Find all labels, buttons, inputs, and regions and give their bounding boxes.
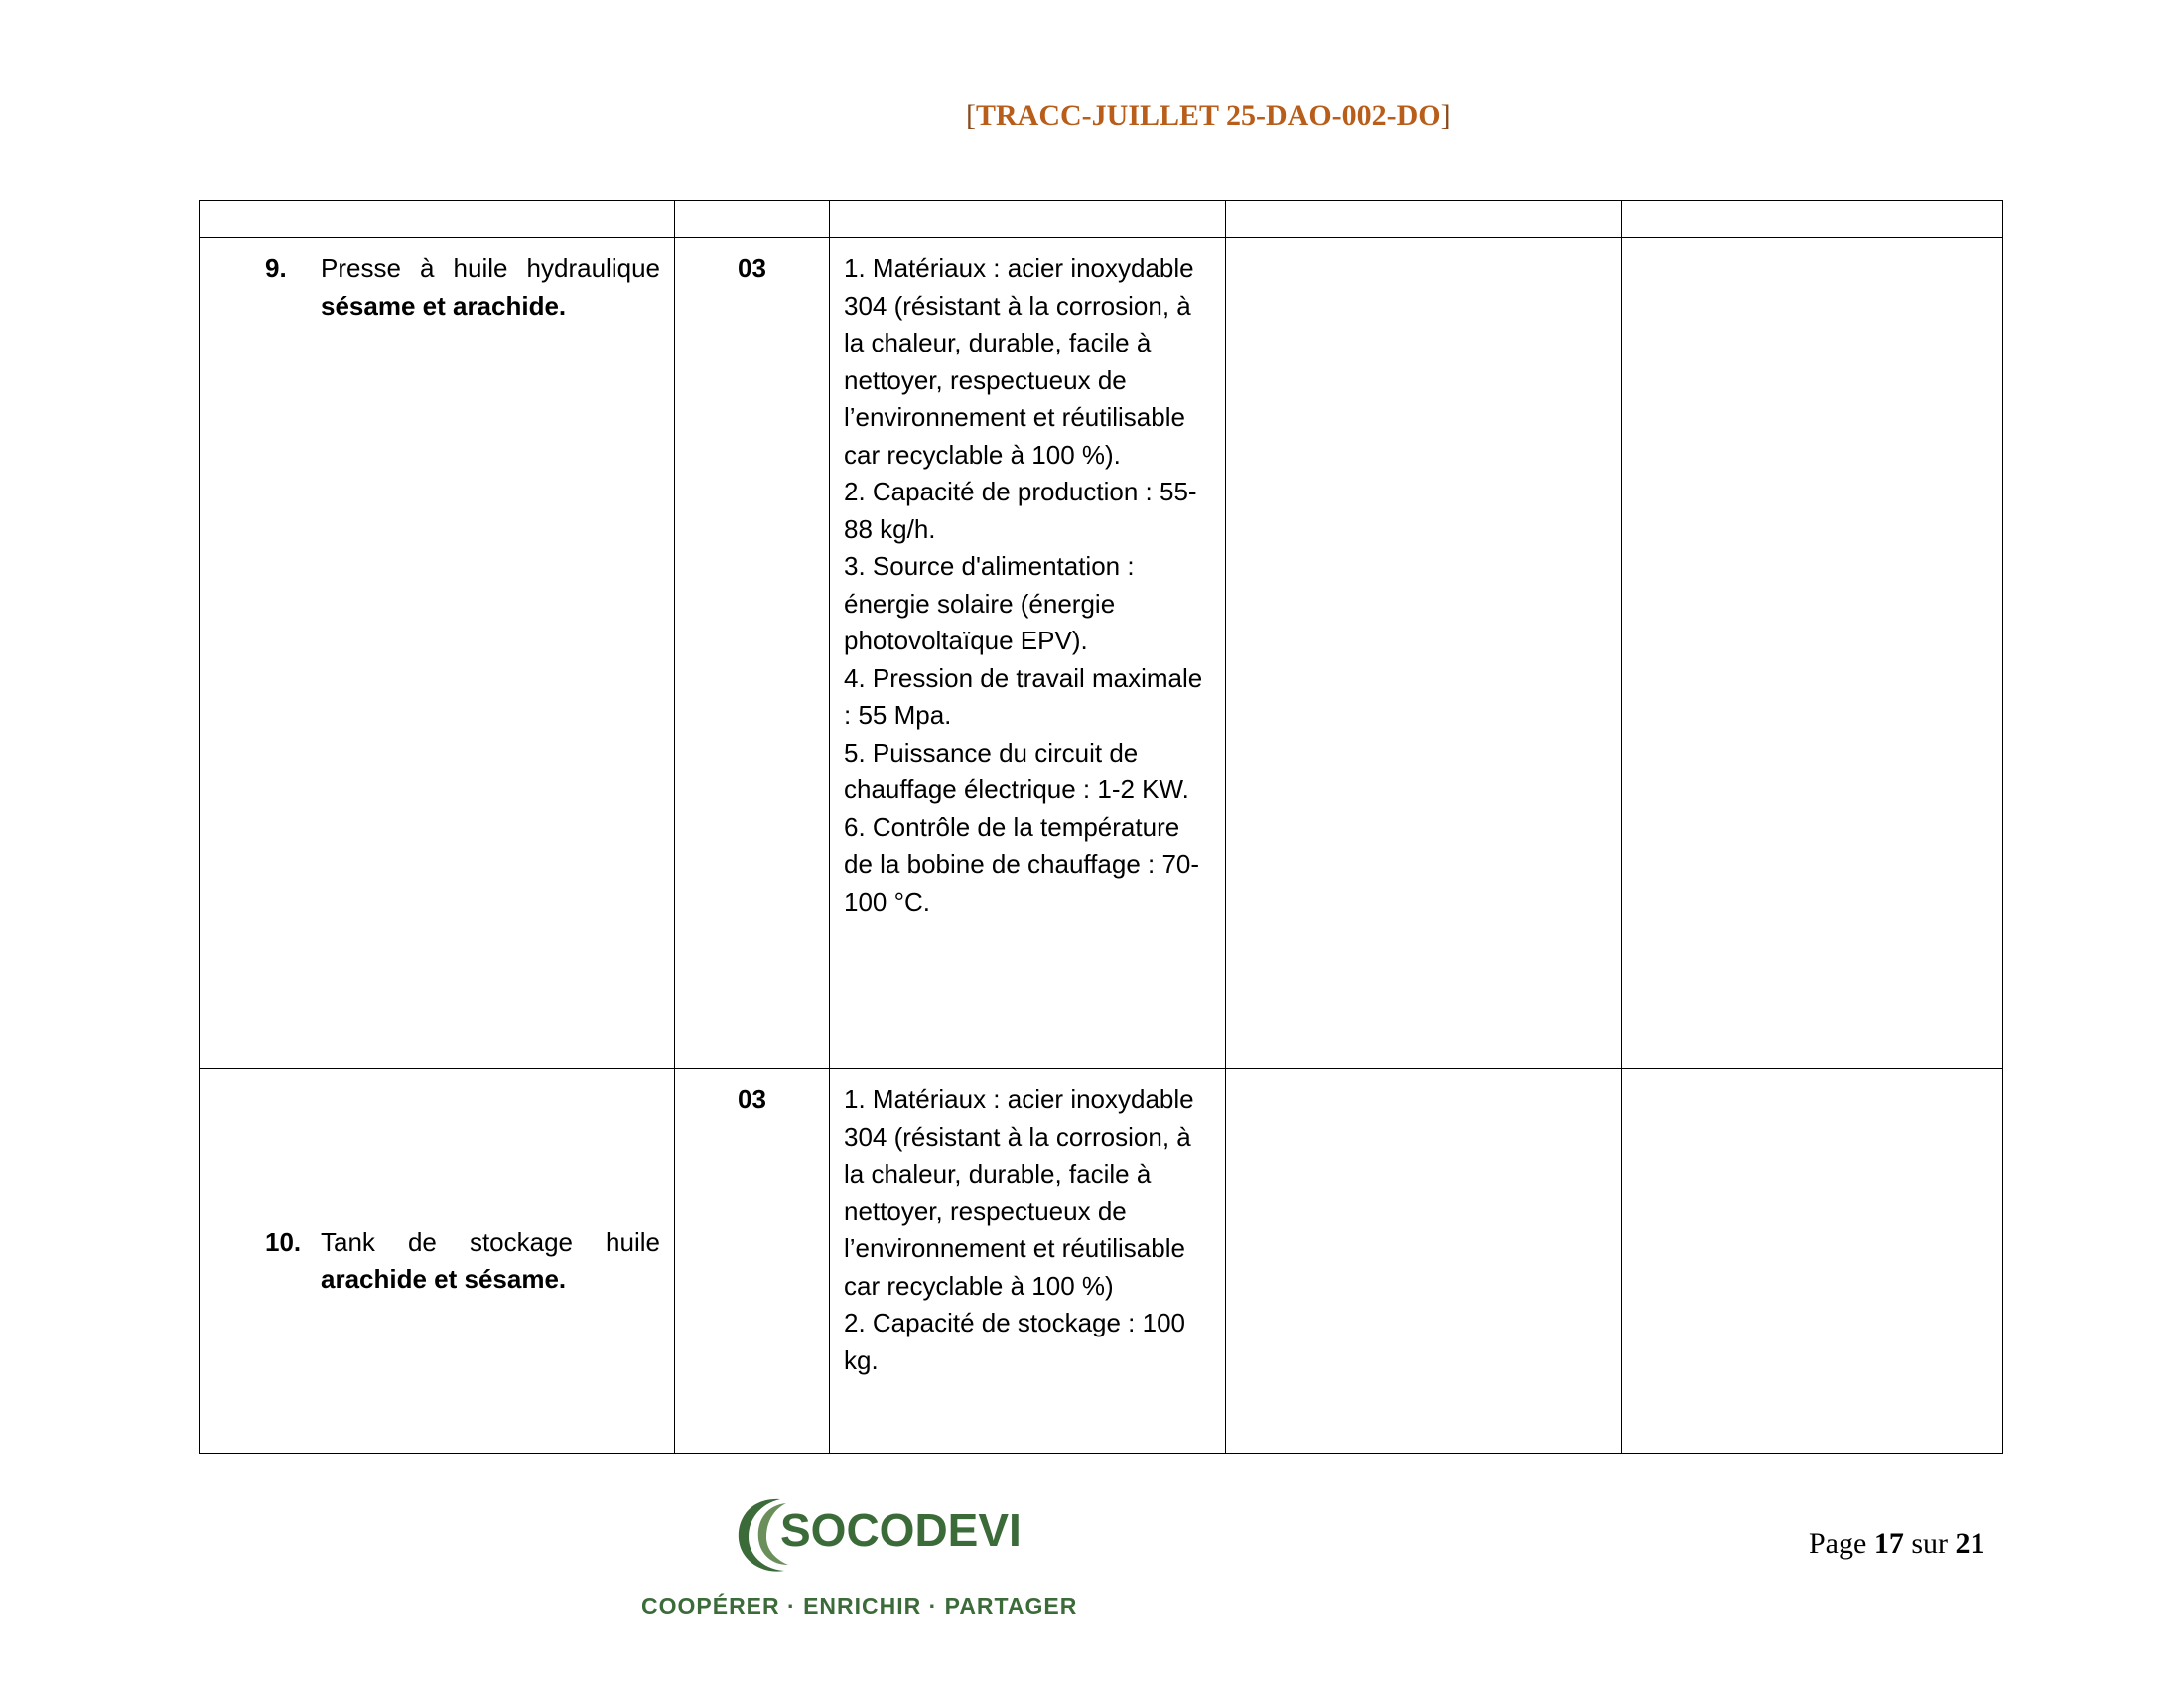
specifications-list — [830, 238, 1225, 920]
item-number: 10. — [265, 1226, 302, 1257]
table-cell — [1226, 201, 1622, 238]
table-cell — [675, 201, 830, 238]
current-page: 17 — [1873, 1527, 1904, 1560]
empty-cell — [1622, 1069, 2003, 1454]
item-designation-cell — [200, 238, 675, 1069]
header-close-bracket: ] — [1440, 99, 1451, 132]
socodevi-logo — [641, 1489, 1078, 1628]
specifications-table — [199, 200, 2003, 1454]
page-number: Page 17 sur 21 — [1809, 1527, 1985, 1560]
empty-cell — [1622, 238, 2003, 1069]
specification-line: 2. Capacité de stockage : 100 kg. — [844, 1308, 1186, 1375]
item-description: Tank de stockage huile — [321, 1226, 660, 1257]
table-row — [200, 1069, 2003, 1454]
table-cell — [830, 201, 1226, 238]
item-specifications-cell — [830, 238, 1226, 1069]
item-description: Presse à huile hydraulique — [321, 253, 660, 283]
table-header-row — [200, 201, 2003, 238]
table-cell — [1622, 201, 2003, 238]
specification-line: 1. Matériaux : acier inoxydable 304 (résistant à la corrosion, à la chaleur, durable, facile à nettoyer, respectueux de l’environnement et réutilisable car recyclable à 100 %). — [844, 253, 1194, 470]
document-reference-header — [966, 99, 1451, 133]
logo-tagline: COOPÉRER · ENRICHIR · PARTAGER — [641, 1593, 1078, 1618]
table-cell — [200, 201, 675, 238]
item-number: 9. — [265, 253, 287, 283]
specification-line: 3. Source d'alimentation : énergie solaire (énergie photovoltaïque EPV). — [844, 551, 1135, 655]
specification-line: 2. Capacité de production : 55-88 kg/h. — [844, 477, 1197, 544]
total-pages: 21 — [1955, 1527, 1985, 1560]
item-designation-cell — [200, 1069, 675, 1454]
specifications-list — [830, 1069, 1225, 1379]
logo-wordmark: SOCODEVI — [780, 1504, 1022, 1556]
empty-cell — [1226, 238, 1622, 1069]
specification-line: 4. Pression de travail maximale : 55 Mpa. — [844, 662, 1203, 730]
empty-cell — [1226, 1069, 1622, 1454]
header-open-bracket: [ — [966, 99, 976, 132]
specification-line: 1. Matériaux : acier inoxydable 304 (résistant à la corrosion, à la chaleur, durable, facile à nettoyer, respectueux de l’environnement et réutilisable car recyclable à 100 %) — [844, 1084, 1194, 1301]
item-quantity: 03 — [675, 238, 830, 1069]
item-description-bold: sésame et arachide. — [321, 290, 567, 321]
specification-line: 6. Contrôle de la température de la bobine de chauffage : 70-100 °C. — [844, 811, 1200, 916]
item-specifications-cell — [830, 1069, 1226, 1454]
item-quantity: 03 — [675, 1069, 830, 1454]
table-row — [200, 238, 2003, 1069]
item-description-bold: arachide et sésame. — [321, 1264, 567, 1294]
document-reference: TRACC-JUILLET 25-DAO-002-DO — [976, 99, 1441, 132]
specification-line: 5. Puissance du circuit de chauffage électrique : 1-2 KW. — [844, 737, 1189, 804]
